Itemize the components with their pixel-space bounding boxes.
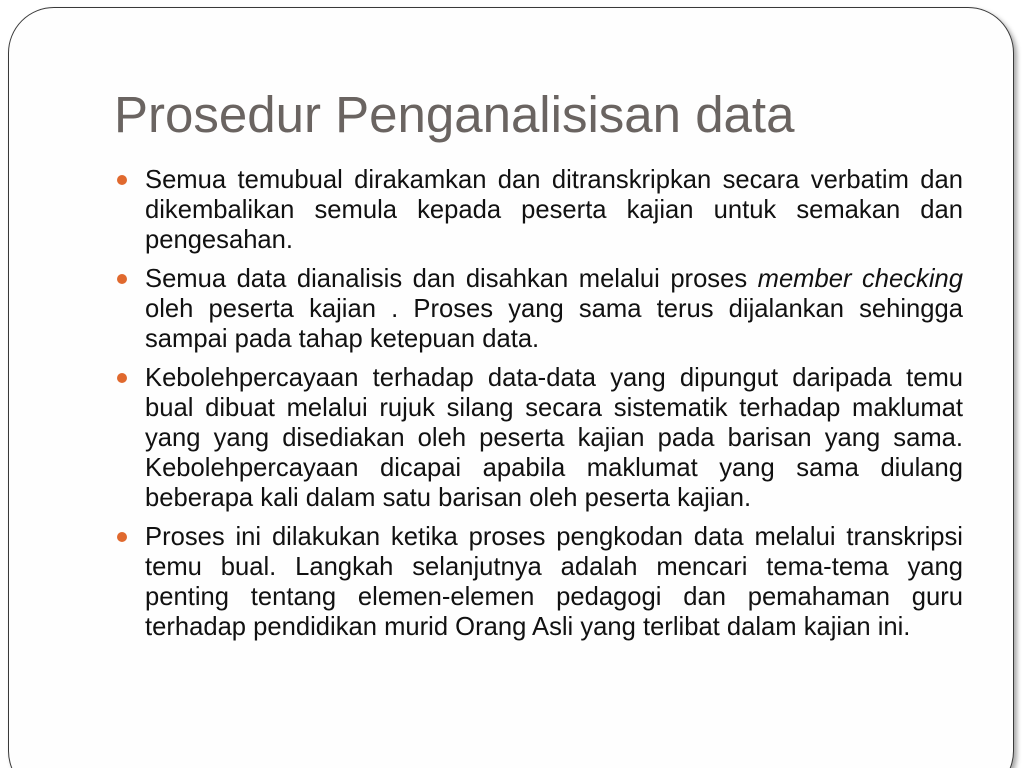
bullet-text: Proses ini dilakukan ketika proses pengkodan data melalui transkripsi temu bual. Langkah selanjutnya adalah mencari tema-tema yang penting tentang elemen-elemen pedagogi dan pemahaman guru terhadap pendidikan murid Orang Asli yang terlibat dalam kajian ini. [145,523,963,641]
bullet-text-lead: Semua data dianalisis dan disahkan melalui proses [145,265,758,293]
bullet-item [145,522,963,642]
bullet-item [145,264,963,354]
bullet-dot-icon [117,175,127,185]
bullet-text-emphasis: member checking [757,265,963,293]
bullet-item [145,363,963,513]
bullet-text: Semua temubual dirakamkan dan ditranskripkan secara verbatim dan dikembalikan semula kepada peserta kajian untuk semakan dan pengesahan. [145,166,963,254]
bullet-item [145,165,963,255]
bullet-list [145,165,963,651]
bullet-dot-icon [117,373,127,383]
bullet-dot-icon [117,274,127,284]
bullet-dot-icon [117,532,127,542]
slide-title: Prosedur Penganalisisan data [114,86,795,143]
bullet-text-rest: oleh peserta kajian . Proses yang sama terus dijalankan sehingga sampai pada tahap ketepuan data. [145,295,963,353]
bullet-text: Kebolehpercayaan terhadap data-data yang dipungut daripada temu bual dibuat melalui rujuk silang secara sistematik terhadap maklumat yang yang disediakan oleh peserta kajian pada barisan yang sama. Kebolehpercayaan dicapai apabila maklumat yang sama diulang beberapa kali dalam satu barisan oleh peserta kajian. [145,364,963,512]
